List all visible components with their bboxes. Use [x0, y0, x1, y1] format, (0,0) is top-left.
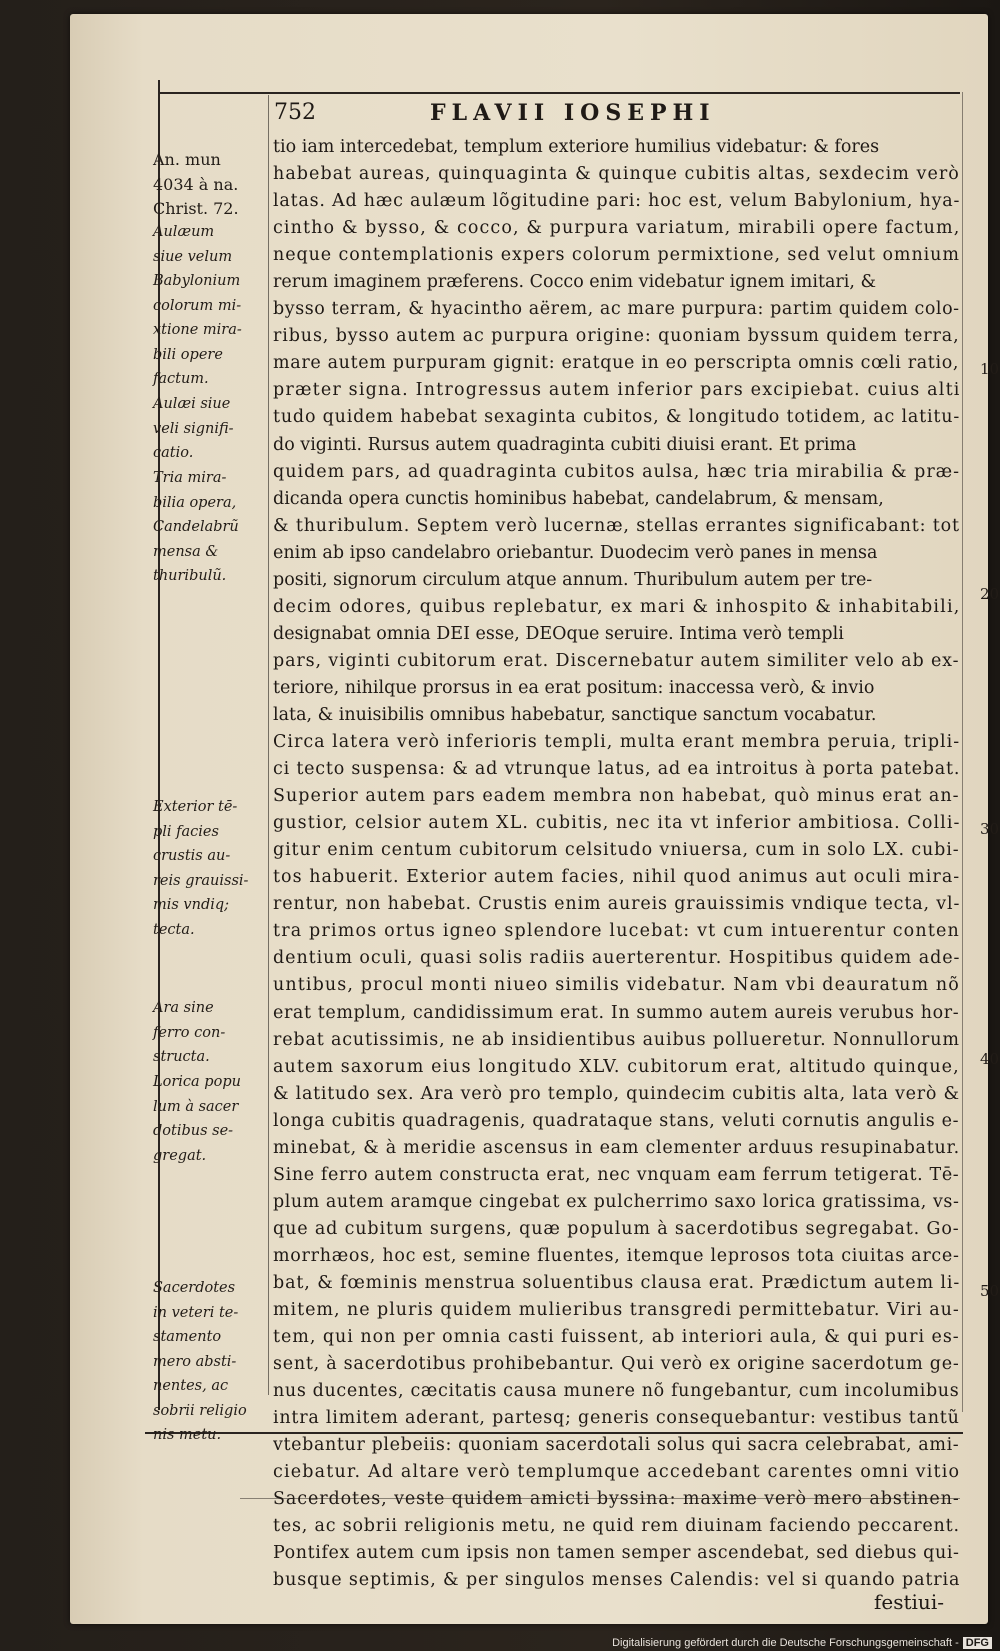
line-number: 50	[980, 1282, 1000, 1300]
catchword: festiui-	[874, 1590, 944, 1614]
text-line: Sine ferro autem constructa erat, nec vnquam eam ferrum tetigerat. Tē-	[273, 1164, 960, 1185]
running-title: FLAVII IOSEPHI	[430, 100, 716, 126]
margin-note: Tria mira- bilia opera, Candelabrũ mensa & thuribulũ.	[153, 470, 239, 584]
text-line: untibus, procul monti niueo similis videbatur. Nam vbi deauratum nõ	[273, 975, 960, 996]
text-line: præter signa. Introgressus autem inferior pars excipiebat. cuius alti	[273, 380, 961, 401]
right-border-rule	[962, 92, 963, 1412]
text-line: tes, ac sobrii religionis metu, ne quid rem diuinam faciendo peccarent.	[273, 1516, 960, 1537]
margin-note: An. mun 4034 à na. Christ. 72.	[153, 150, 239, 218]
top-rule	[160, 92, 960, 94]
text-line: rebat acutissimis, ne ab insidientibus auibus pollueretur. Nonnullorum	[273, 1029, 960, 1050]
text-line: nus ducentes, cæcitatis causa munere nõ fungebantur, cum incolumibus	[273, 1381, 960, 1402]
footer-text: Digitalisierung gefördert durch die Deutsche Forschungsgemeinschaft -	[612, 1637, 959, 1649]
dfg-logo: DFG	[963, 1637, 992, 1649]
text-line: ribus, bysso autem ac purpura origine: quoniam byssum quidem terra,	[273, 326, 960, 347]
text-line: teriore, nihilque prorsus in ea erat positum: inaccessa verò, & invio	[273, 677, 875, 698]
text-line: Circa latera verò inferioris templi, multa erant membra peruia, tripli-	[273, 732, 961, 753]
text-line: lata, & inuisibilis omnibus habebatur, sanctique sanctum vocabatur.	[273, 704, 877, 725]
text-line: gitur enim centum cubitorum celsitudo vniuersa, cum in solo LX. cubi-	[273, 840, 960, 861]
body-text	[273, 134, 961, 1595]
text-line: busque septimis, & per singulos menses Calendis: vel si quando patria	[273, 1570, 961, 1591]
margin-note: Aulæum siue velum Babylonium colorum mi- xtione mira- bili opere factum.	[153, 224, 242, 387]
text-line: autem saxorum eius longitudo XLV. cubitorum erat, altitudo quinque,	[273, 1056, 960, 1077]
text-line: rerum imaginem præferens. Cocco enim videbatur ignem imitari, &	[273, 272, 877, 293]
text-line: intra limitem aderant, partesq; generis consequebantur: vestibus tantũ	[273, 1408, 960, 1429]
text-line: dentium oculi, quasi solis radiis auerterentur. Hospitibus quidem ade-	[273, 948, 961, 969]
text-line: enim ab ipso candelabro oriebantur. Duodecim verò panes in mensa	[273, 542, 878, 563]
text-line: tem, qui non per omnia casti fuissent, ab interiori aula, & qui puri es-	[273, 1327, 960, 1348]
page-number: 752	[274, 100, 316, 125]
text-line: morrhæos, hoc est, semine fluentes, itemque leprosos tota ciuitas arce-	[273, 1245, 960, 1266]
text-line: neque contemplationis expers colorum permixtione, sed velut omnium	[273, 245, 960, 266]
text-line: quidem pars, ad quadraginta cubitos aulsa, hæc tria mirabilia & præ-	[273, 461, 961, 482]
text-line: pars, viginti cubitorum erat. Discernebatur autem similiter velo ab ex-	[273, 650, 960, 671]
text-line: dicanda opera cunctis hominibus habebat, candelabrum, & mensam,	[273, 488, 884, 509]
text-line: Sacerdotes, veste quidem amicti byssina: maxime verò mero abstinen-	[273, 1489, 960, 1510]
text-line: mitem, ne pluris quidem mulieribus transgredi permittebatur. Viri au-	[273, 1300, 960, 1321]
text-line: designabat omnia DEI esse, DEOque seruire. Intima verò templi	[273, 623, 844, 644]
text-line: positi, signorum circulum atque annum. Thuribulum autem per tre-	[273, 569, 873, 590]
line-number: 20	[980, 585, 1000, 603]
text-line: do viginti. Rursus autem quadraginta cubiti diuisi erant. Et prima	[273, 434, 857, 455]
line-number: 10	[980, 360, 1000, 378]
text-line: vtebantur plebeiis: quoniam sacerdotali solus qui sacra celebrabat, ami-	[273, 1435, 960, 1456]
text-line: tudo quidem habebat sexaginta cubitos, & longitudo totidem, ac latitu-	[273, 407, 961, 428]
text-line: rentur, non habebat. Crustis enim aureis grauissimis vndique tecta, vl-	[273, 894, 961, 915]
column-divider-rule	[268, 95, 269, 1395]
text-line: que ad cubitum surgens, quæ populum à sacerdotibus segregabat. Go-	[273, 1218, 960, 1239]
text-line: & thuribulum. Septem verò lucernæ, stellas errantes significabant: tot	[273, 515, 960, 536]
margin-note: Lorica popu lum à sacer dotibus se- gregat.	[153, 1074, 241, 1164]
text-line: & latitudo sex. Ara verò pro templo, quindecim cubitis alta, lata verò &	[273, 1083, 960, 1104]
text-line: minebat, & à meridie ascensus in eam clementer arduus resupinabatur.	[273, 1137, 960, 1158]
margin-note: Sacerdotes in veteri te- stamento mero absti- nentes, ac sobrii religio nis metu.	[153, 1280, 247, 1443]
line-number: 40	[980, 1050, 1000, 1068]
text-line: gustior, celsior autem XL. cubitis, nec ita vt inferior ambitiosa. Colli-	[273, 813, 961, 834]
text-line: Superior autem pars eadem membra non habebat, quò minus erat an-	[273, 786, 960, 807]
margin-note: Exterior tē- pli facies crustis au- reis grauissi- mis vndiq; tecta.	[153, 799, 249, 938]
digitization-footer	[612, 1637, 992, 1649]
text-line: longa cubitis quadragenis, quadrataque stans, veluti cornutis angulis e-	[273, 1110, 960, 1131]
text-line: tos habuerit. Exterior autem facies, nihil quod animus aut oculi mira-	[273, 867, 961, 888]
text-line: tio iam intercedebat, templum exteriore humilius videbatur: & fores	[273, 137, 880, 157]
text-line: ciebatur. Ad altare verò templumque accedebant carentes omni vitio	[273, 1462, 961, 1483]
text-line: erat templum, candidissimum erat. In summo autem aureis verubus hor-	[273, 1002, 960, 1023]
text-line: sent, à sacerdotibus prohibebantur. Qui verò ex origine sacerdotum ge-	[273, 1354, 960, 1375]
text-line: decim odores, quibus replebatur, ex mari & inhospito & inhabitabili,	[273, 596, 961, 617]
text-line: tra primos ortus igneo splendore lucebat: vt cum intuerentur conten	[273, 921, 960, 942]
margin-note: Ara sine ferro con- structa.	[153, 1000, 226, 1065]
text-line: plum autem aramque cingebat ex pulcherrimo saxo lorica gratissima, vs-	[273, 1191, 960, 1212]
text-line: latas. Ad hæc aulæum lõgitudine pari: hoc est, velum Babylonium, hya-	[273, 191, 961, 212]
text-line: bysso terram, & hyacintho aërem, ac mare purpura: partim quidem colo-	[273, 299, 960, 320]
margin-note: Aulæi siue veli signifi- catio.	[153, 396, 234, 461]
text-line: bat, & fœminis menstrua soluentibus clausa erat. Prædictum autem li-	[273, 1272, 961, 1293]
text-line: mare autem purpuram gignit: eratque in eo perscripta omnis cœli ratio,	[273, 353, 960, 374]
text-line: ci tecto suspensa: & ad vtrunque latus, ad ea introitus à porta patebat.	[273, 759, 961, 780]
text-line: cintho & bysso, & cocco, & purpura variatum, mirabili opere factum,	[273, 218, 961, 239]
text-line: habebat aureas, quinquaginta & quinque cubitis altas, sexdecim verò	[273, 164, 960, 185]
line-number: 30	[980, 820, 1000, 838]
text-line: Pontifex autem cum ipsis non tamen semper ascendebat, sed diebus qui-	[273, 1543, 960, 1564]
